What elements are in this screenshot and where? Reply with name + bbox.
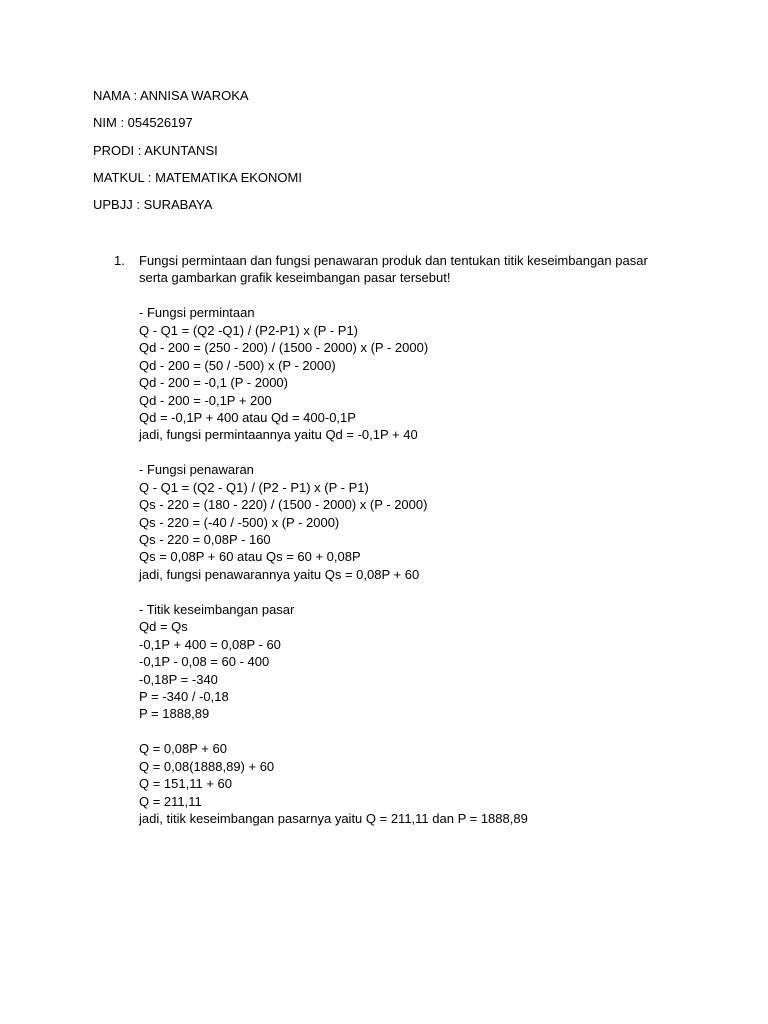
upbjj-location: UPBJJ : SURABAYA bbox=[93, 197, 213, 213]
equation-line: Q - Q1 = (Q2 - Q1) / (P2 - P1) x (P - P1) bbox=[139, 479, 369, 495]
equation-line: Qd = Qs bbox=[139, 619, 188, 635]
equilibrium-quantity-section bbox=[139, 740, 659, 827]
equation-line: Qd - 200 = -0,1 (P - 2000) bbox=[139, 375, 288, 391]
question-prompt-line: serta gambarkan grafik keseimbangan pasar tersebut! bbox=[139, 270, 451, 286]
conclusion-line: jadi, fungsi penawarannya yaitu Qs = 0,08P + 60 bbox=[139, 566, 420, 582]
equation-line: Q = 0,08(1888,89) + 60 bbox=[139, 758, 275, 774]
supply-function-section bbox=[139, 461, 659, 583]
conclusion-line: jadi, fungsi permintaannya yaitu Qd = -0,1P + 40 bbox=[139, 427, 418, 443]
equation-line: Qd = -0,1P + 400 atau Qd = 400-0,1P bbox=[139, 409, 356, 425]
equation-line: P = -340 / -0,18 bbox=[139, 688, 229, 704]
equation-line: Qd - 200 = -0,1P + 200 bbox=[139, 392, 272, 408]
equation-line: Qd - 200 = (250 - 200) / (1500 - 2000) x (P - 2000) bbox=[139, 340, 429, 356]
student-info-header bbox=[93, 88, 302, 224]
blank-line bbox=[139, 287, 659, 304]
equation-line: P = 1888,89 bbox=[139, 706, 210, 722]
equilibrium-section bbox=[139, 601, 659, 723]
equation-line: Qs - 220 = (180 - 220) / (1500 - 2000) x (P - 2000) bbox=[139, 497, 428, 513]
equation-line: -0,18P = -340 bbox=[139, 671, 218, 687]
equation-line: Qs = 0,08P + 60 atau Qs = 60 + 0,08P bbox=[139, 549, 361, 565]
study-program: PRODI : AKUNTANSI bbox=[93, 142, 218, 158]
student-name: NAMA : ANNISA WAROKA bbox=[93, 88, 249, 103]
equation-line: Q = 151,11 + 60 bbox=[139, 776, 232, 792]
demand-function-section bbox=[139, 304, 659, 444]
question-body bbox=[139, 252, 659, 827]
equation-line: -0,1P + 400 = 0,08P - 60 bbox=[139, 636, 281, 652]
section-heading: - Titik keseimbangan pasar bbox=[139, 601, 295, 617]
equation-line: Q = 0,08P + 60 bbox=[139, 741, 227, 757]
section-heading: - Fungsi penawaran bbox=[139, 462, 254, 478]
equation-line: Q = 211,11 bbox=[139, 793, 202, 809]
question-number: 1. bbox=[114, 253, 125, 268]
equation-line: Qs - 220 = 0,08P - 160 bbox=[139, 532, 271, 547]
equation-line: Qd - 200 = (50 / -500) x (P - 2000) bbox=[139, 357, 336, 373]
equation-line: Q - Q1 = (Q2 -Q1) / (P2-P1) x (P - P1) bbox=[139, 322, 359, 338]
blank-line bbox=[139, 583, 659, 600]
question-prompt-line: Fungsi permintaan dan fungsi penawaran produk dan tentukan titik keseimbangan pasar bbox=[139, 253, 648, 268]
equation-line: Qs - 220 = (-40 / -500) x (P - 2000) bbox=[139, 514, 340, 530]
course-name: MATKUL : MATEMATIKA EKONOMI bbox=[93, 169, 302, 185]
conclusion-line: jadi, titik keseimbangan pasarnya yaitu Q = 211,11 dan P = 1888,89 bbox=[139, 811, 528, 826]
section-heading: - Fungsi permintaan bbox=[139, 305, 255, 321]
equation-line: -0,1P - 0,08 = 60 - 400 bbox=[139, 654, 270, 670]
blank-line bbox=[139, 444, 659, 461]
blank-line bbox=[139, 723, 659, 740]
student-nim: NIM : 054526197 bbox=[93, 115, 193, 131]
